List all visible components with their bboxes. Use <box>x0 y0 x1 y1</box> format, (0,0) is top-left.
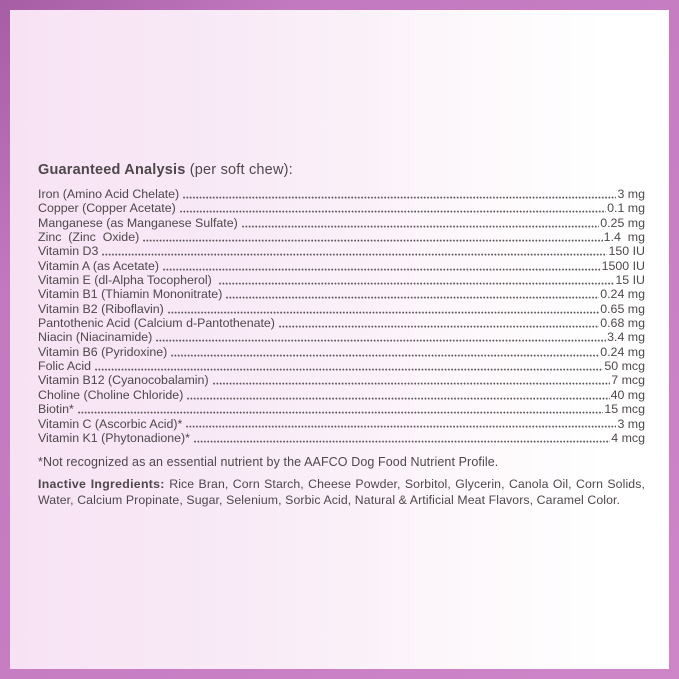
nutrient-name: Biotin* <box>38 402 74 417</box>
nutrient-value: 0.68 mg <box>600 316 645 331</box>
nutrient-name: Vitamin D3 <box>38 244 99 259</box>
nutrient-name: Vitamin A (as Acetate) <box>38 258 159 273</box>
nutrient-row <box>38 201 645 215</box>
nutrient-name: Vitamin B6 (Pyridoxine) <box>38 344 168 359</box>
dotted-leader <box>180 210 606 213</box>
nutrient-name: Vitamin B12 (Cyanocobalamin) <box>38 373 209 388</box>
section-title <box>38 160 645 180</box>
dotted-leader <box>156 339 606 342</box>
nutrient-name: Zinc (Zinc Oxide) <box>38 230 140 245</box>
dotted-leader <box>143 239 602 242</box>
nutrient-row <box>38 302 645 316</box>
nutrient-row <box>38 388 645 402</box>
nutrient-name: Niacin (Niacinamide) <box>38 330 153 345</box>
nutrient-name: Vitamin B2 (Riboflavin) <box>38 301 164 316</box>
nutrient-name: Pantothenic Acid (Calcium d-Pantothenate) <box>38 316 275 331</box>
dotted-leader <box>78 411 604 414</box>
nutrient-value: 1.4 mg <box>603 230 645 245</box>
nutrient-row <box>38 359 645 373</box>
nutrient-name: Iron (Amino Acid Chelate) <box>38 187 180 201</box>
nutrient-value: 3 mg <box>617 187 645 201</box>
dotted-leader <box>219 282 614 285</box>
dotted-leader <box>183 196 616 199</box>
nutrient-value: 3 mg <box>617 416 645 431</box>
nutrient-list <box>38 187 645 445</box>
dotted-leader <box>186 425 616 428</box>
nutrient-name: Choline (Choline Chloride) <box>38 387 184 402</box>
dotted-leader <box>168 311 599 314</box>
nutrient-row <box>38 216 645 230</box>
nutrient-value: 15 IU <box>615 273 645 288</box>
nutrient-value: 0.24 mg <box>600 287 645 302</box>
nutrient-row <box>38 316 645 330</box>
nutrient-value: 0.25 mg <box>600 215 645 230</box>
dotted-leader <box>171 354 599 357</box>
nutrient-name: Vitamin B1 (Thiamin Mononitrate) <box>38 287 223 302</box>
nutrient-row <box>38 373 645 387</box>
nutrient-row <box>38 230 645 244</box>
nutrient-value: 150 IU <box>608 244 645 259</box>
dotted-leader <box>163 268 601 271</box>
nutrient-value: 7 mcg <box>611 373 645 388</box>
dotted-leader <box>95 368 603 371</box>
nutrient-value: 50 mcg <box>604 359 645 374</box>
nutrient-value: 0.1 mg <box>607 201 645 216</box>
nutrient-value: 40 mg <box>610 387 645 402</box>
nutrient-row <box>38 259 645 273</box>
nutrient-name: Vitamin K1 (Phytonadione)* <box>38 430 190 445</box>
dotted-leader <box>242 225 599 228</box>
nutrient-row <box>38 287 645 301</box>
nutrient-value: 15 mcg <box>604 402 645 417</box>
nutrient-value: 0.65 mg <box>600 301 645 316</box>
inactive-ingredients-label: Inactive Ingredients: <box>38 477 170 492</box>
guaranteed-analysis-panel <box>38 160 645 509</box>
nutrient-row <box>38 431 645 445</box>
nutrient-name: Manganese (as Manganese Sulfate) <box>38 215 238 230</box>
section-title-main: Guaranteed Analysis <box>38 162 190 178</box>
nutrient-row <box>38 402 645 416</box>
nutrient-value: 4 mcg <box>611 430 645 445</box>
nutrient-row <box>38 273 645 287</box>
dotted-leader <box>279 325 599 328</box>
nutrient-name: Copper (Copper Acetate) <box>38 201 176 216</box>
nutrient-row <box>38 244 645 258</box>
nutrient-value: 1500 IU <box>601 258 645 273</box>
label-background <box>10 10 669 669</box>
nutrient-row <box>38 330 645 344</box>
nutrient-name: Vitamin E (dl-Alpha Tocopherol) <box>38 273 216 288</box>
nutrient-name: Folic Acid <box>38 359 92 374</box>
nutrient-value: 0.24 mg <box>600 344 645 359</box>
aafco-footnote: *Not recognized as an essential nutrient by the AAFCO Dog Food Nutrient Profile. <box>38 455 499 470</box>
section-title-qualifier: (per soft chew): <box>189 162 293 178</box>
nutrient-value: 3.4 mg <box>607 330 645 345</box>
inactive-ingredients <box>38 477 645 509</box>
dotted-leader <box>187 397 609 400</box>
nutrient-row <box>38 417 645 431</box>
dotted-leader <box>102 253 607 256</box>
nutrient-row <box>38 345 645 359</box>
nutrient-row <box>38 187 645 201</box>
dotted-leader <box>194 440 610 443</box>
nutrient-name: Vitamin C (Ascorbic Acid)* <box>38 416 183 431</box>
inactive-ingredients-text: Rice Bran, Corn Starch, Cheese Powder, Sorbitol, Glycerin, Canola Oil, Corn Solids, Water, Calcium Propinate, Sugar, Selenium, Sorbic Acid, Natural & Artificial Meat Flavors, Caramel Color. <box>38 477 645 507</box>
dotted-leader <box>226 296 599 299</box>
dotted-leader <box>213 382 611 385</box>
